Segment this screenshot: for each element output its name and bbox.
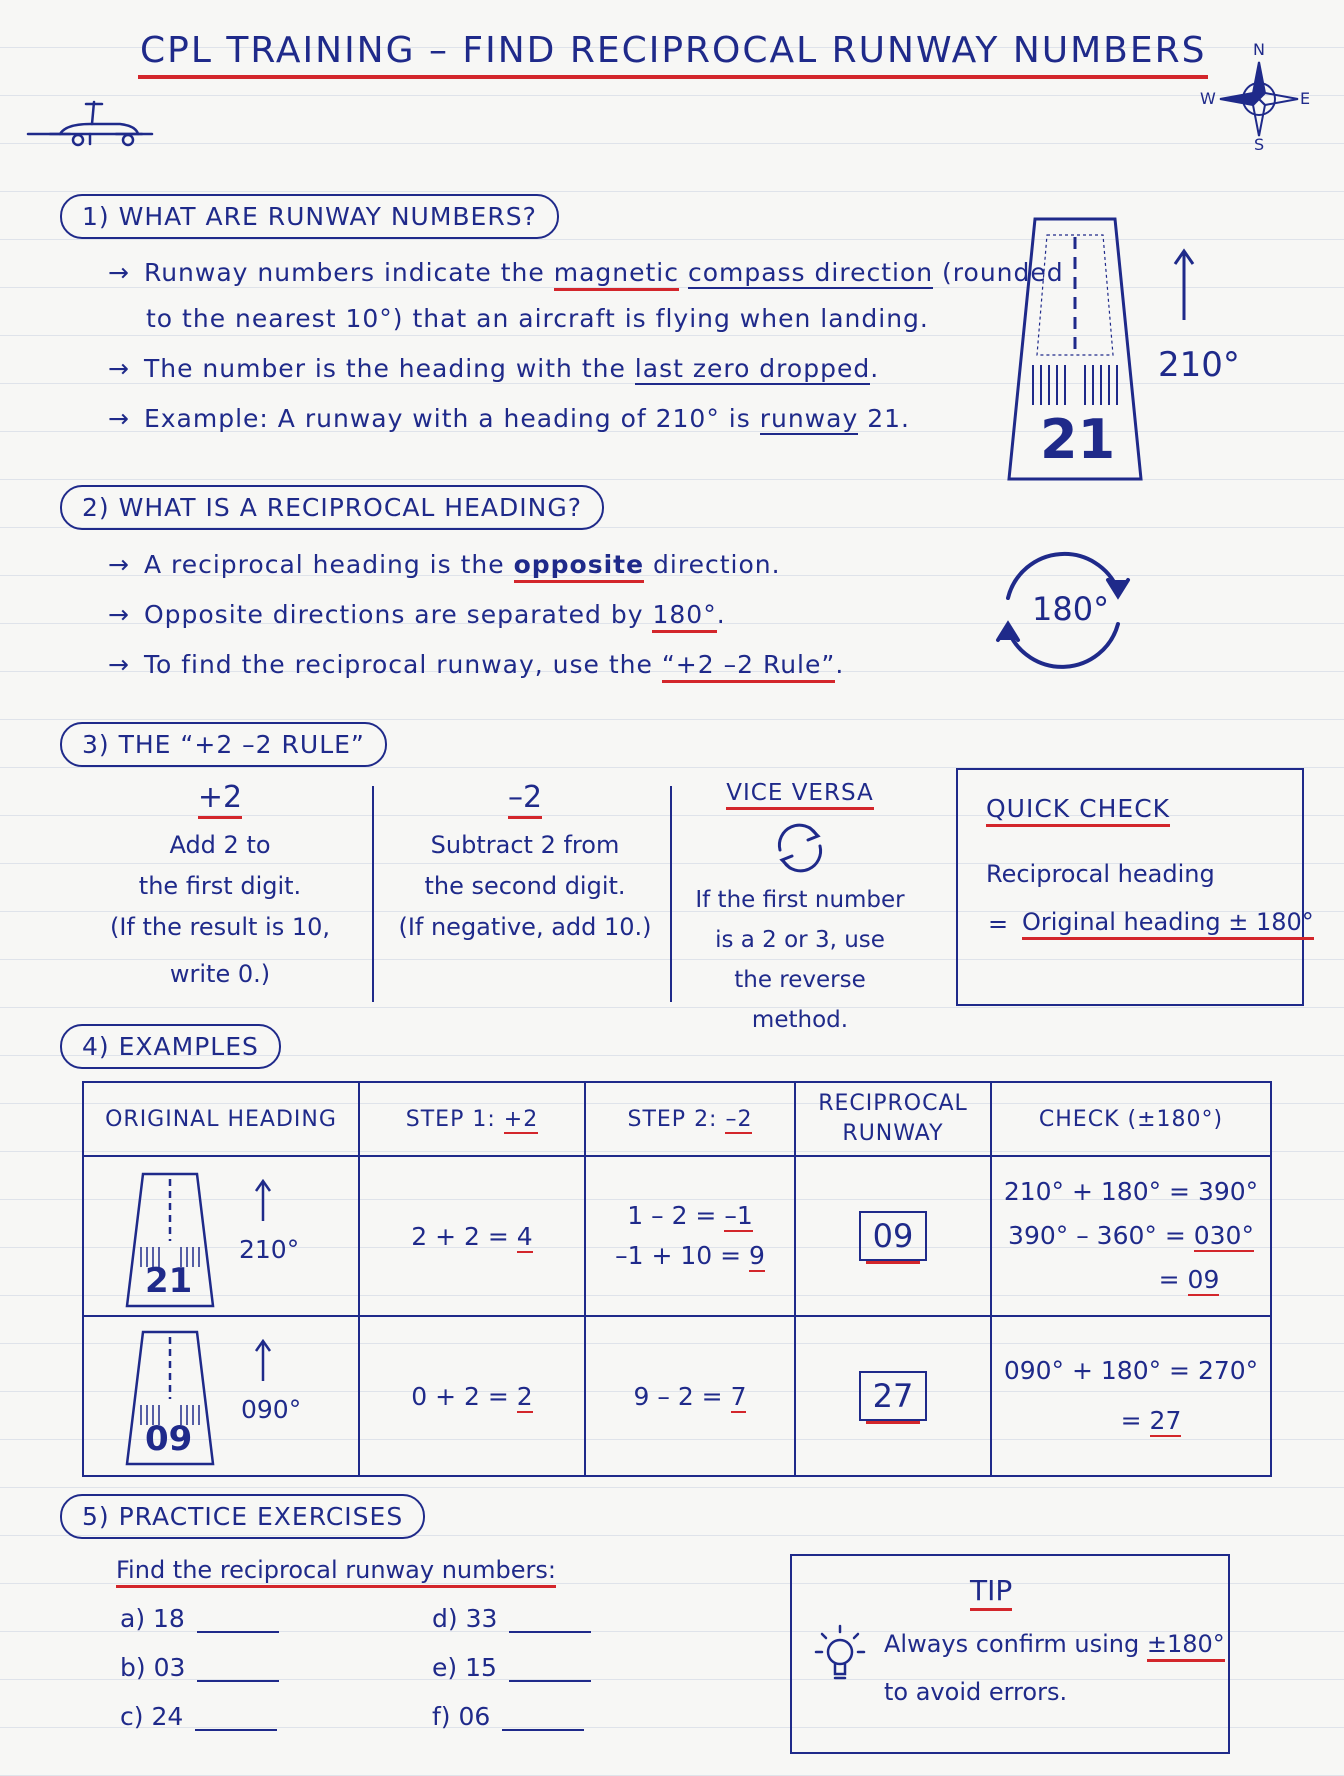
- section-3-heading: 3) THE “+2 –2 RULE”: [60, 722, 387, 767]
- answer-blank[interactable]: [195, 1728, 277, 1731]
- vice-versa-head: VICE VERSA: [726, 780, 873, 810]
- rule-vice-versa-column: [690, 780, 910, 1040]
- col-step2: STEP 2: –2: [585, 1082, 795, 1156]
- s1-runway-word: runway: [759, 404, 859, 433]
- rule-plus2-line4: write 0.): [169, 960, 271, 988]
- compass-w-label: W: [1200, 89, 1216, 108]
- vice-versa-line3: the reverse method.: [734, 967, 866, 1033]
- compass-s-label: S: [1254, 135, 1265, 154]
- rule-minus2-column: [395, 780, 655, 948]
- arrow-right-icon: →: [108, 600, 130, 629]
- circle-180-label: 180°: [1032, 590, 1110, 628]
- row1-step1: 2 + 2 = 4: [359, 1156, 585, 1316]
- row2-step2: 9 – 2 = 7: [585, 1316, 795, 1476]
- row1-check: 210° + 180° = 390° 390° – 360° = 030° = 09: [991, 1156, 1271, 1316]
- arrow-right-icon: →: [108, 258, 130, 287]
- rule-plus2-head: +2: [198, 780, 242, 819]
- rule-minus2-line1: Subtract 2 from: [430, 831, 620, 859]
- quick-check-line1: Reciprocal heading: [986, 860, 1215, 888]
- divider: [372, 786, 374, 1002]
- tip-head: TIP: [970, 1574, 1012, 1611]
- tip-line1: Always confirm using ±180°: [884, 1630, 1225, 1658]
- row1-original: [83, 1156, 359, 1316]
- s2-bullet-2: → Opposite directions are separated by 180°.: [108, 600, 726, 629]
- arrow-right-icon: →: [108, 550, 130, 579]
- row1-reciprocal: 09: [795, 1156, 991, 1316]
- s1-bullet-1-cont: to the nearest 10°) that an aircraft is flying when landing.: [146, 304, 929, 333]
- s2-bullet-3: → To find the reciprocal runway, use the “+2 –2 Rule”.: [108, 650, 844, 679]
- exercise-b: b) 03: [120, 1653, 279, 1682]
- section-1-heading: 1) WHAT ARE RUNWAY NUMBERS?: [60, 194, 559, 239]
- section-5-heading: 5) PRACTICE EXERCISES: [60, 1494, 425, 1539]
- arrow-right-icon: →: [108, 404, 130, 433]
- row2-heading: 090°: [241, 1395, 302, 1424]
- arrow-up-icon: [1172, 248, 1196, 322]
- compass-rose: [1200, 40, 1320, 155]
- row2-runway-number: 09: [145, 1419, 193, 1459]
- exercise-a: a) 18: [120, 1604, 279, 1633]
- row1-runway-number: 21: [145, 1261, 193, 1301]
- row1-step2: 1 – 2 = –1 –1 + 10 = 9: [585, 1156, 795, 1316]
- runway-21-heading: 210°: [1158, 345, 1240, 385]
- answer-blank[interactable]: [509, 1630, 591, 1633]
- arrow-right-icon: →: [108, 650, 130, 679]
- page-title: CPL TRAINING – FIND RECIPROCAL RUNWAY NUMBERS: [138, 30, 1208, 79]
- compass-n-label: N: [1253, 40, 1265, 59]
- row2-step1: 0 + 2 = 2: [359, 1316, 585, 1476]
- answer-blank[interactable]: [509, 1679, 591, 1682]
- row2-check: 090° + 180° = 270° = 27: [991, 1316, 1271, 1476]
- exercise-c: c) 24: [120, 1702, 277, 1731]
- quick-check-formula: Original heading ± 180°: [1022, 908, 1314, 940]
- col-original-heading: ORIGINAL HEADING: [83, 1082, 359, 1156]
- s1-magnetic: magnetic: [554, 258, 679, 291]
- table-header-row: [83, 1082, 1271, 1156]
- practice-prompt: Find the reciprocal runway numbers:: [116, 1556, 556, 1588]
- compass-icon: [1218, 60, 1300, 138]
- s2-rule: “+2 –2 Rule”: [662, 650, 835, 683]
- refresh-cycle-icon: [770, 820, 830, 876]
- runway-21-number: 21: [1040, 408, 1116, 471]
- row2-original: [83, 1316, 359, 1476]
- vice-versa-line2: is a 2 or 3, use: [715, 927, 885, 953]
- table-row: [83, 1156, 1271, 1316]
- answer-blank[interactable]: [502, 1728, 584, 1731]
- tip-line2: to avoid errors.: [884, 1678, 1068, 1706]
- col-reciprocal: RECIPROCAL RUNWAY: [795, 1082, 991, 1156]
- exercise-d: d) 33: [432, 1604, 591, 1633]
- col-check: CHECK (±180°): [991, 1082, 1271, 1156]
- table-row: [83, 1316, 1271, 1476]
- row2-reciprocal: 27: [795, 1316, 991, 1476]
- vice-versa-line1: If the first number: [695, 887, 905, 913]
- airplane-icon: [20, 96, 160, 154]
- examples-table: [82, 1081, 1272, 1477]
- s2-bullet-1: → A reciprocal heading is the opposite direction.: [108, 550, 781, 579]
- rule-plus2-column: [100, 780, 340, 995]
- rule-plus2-line3: (If the result is 10,: [109, 913, 331, 941]
- quick-check-box: [956, 768, 1314, 1006]
- row1-heading: 210°: [239, 1235, 300, 1264]
- divider: [670, 786, 672, 1002]
- rule-minus2-line2: the second digit.: [424, 872, 626, 900]
- quick-check-head: QUICK CHECK: [986, 794, 1170, 827]
- s1-bullet-2: → The number is the heading with the last zero dropped.: [108, 354, 880, 383]
- compass-e-label: E: [1300, 89, 1311, 108]
- lightbulb-icon: [810, 1622, 870, 1692]
- arrow-up-icon: [253, 1339, 273, 1383]
- s1-last-zero-dropped: last zero dropped: [634, 354, 871, 383]
- arrow-right-icon: →: [108, 354, 130, 383]
- arrow-up-icon: [253, 1179, 273, 1223]
- s2-180: 180°: [652, 600, 716, 633]
- tip-box: [790, 1554, 1230, 1754]
- exercise-f: f) 06: [432, 1702, 584, 1731]
- section-2-heading: 2) WHAT IS A RECIPROCAL HEADING?: [60, 485, 604, 530]
- rule-minus2-line3: (If negative, add 10.): [398, 913, 652, 941]
- answer-blank[interactable]: [197, 1679, 279, 1682]
- quick-check-equals: =: [988, 910, 1009, 938]
- s1-compass-direction: compass direction: [687, 258, 934, 287]
- col-step1: STEP 1: +2: [359, 1082, 585, 1156]
- exercise-e: e) 15: [432, 1653, 591, 1682]
- s2-opposite: opposite: [514, 550, 645, 583]
- rule-plus2-line1: Add 2 to: [169, 831, 271, 859]
- section-4-heading: 4) EXAMPLES: [60, 1024, 281, 1069]
- answer-blank[interactable]: [197, 1630, 279, 1633]
- s1-bullet-1: → Runway numbers indicate the magnetic compass direction (rounded: [108, 258, 1064, 287]
- rule-minus2-head: –2: [508, 780, 542, 819]
- rule-plus2-line2: the first digit.: [138, 872, 302, 900]
- s1-bullet-3: → Example: A runway with a heading of 210° is runway 21.: [108, 404, 910, 433]
